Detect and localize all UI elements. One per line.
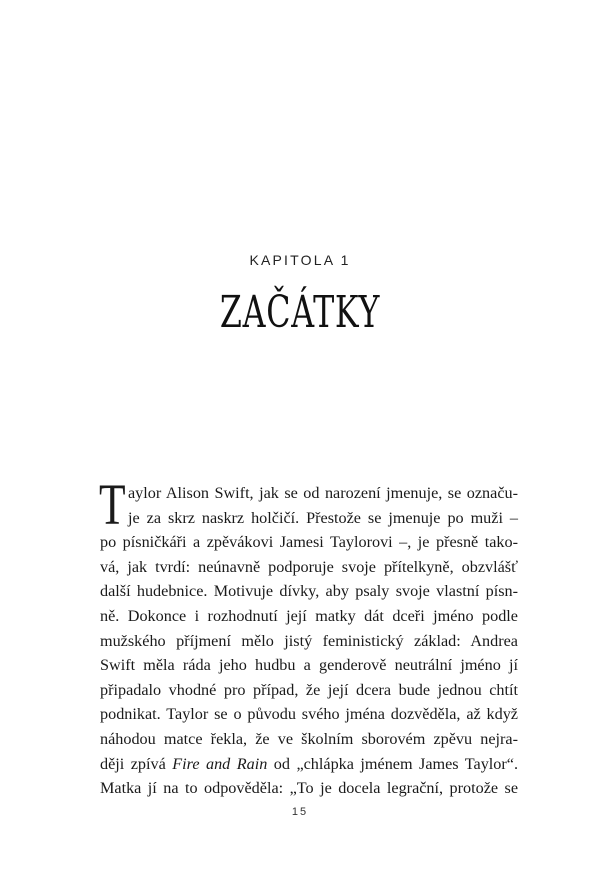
body-line: náhodou matce řekla, že ve školním sborovém zpěvu nejra- [100, 729, 518, 748]
body-line: ně. Dokonce i rozhodnutí její matky dát dceři jméno podle [100, 606, 518, 625]
body-line: mužského příjmení mělo jistý feministický základ: Andrea [100, 631, 518, 650]
body-line-with-title [100, 752, 518, 777]
body-line: je za skrz naskrz holčičí. Přestože se jmenuje po muži – [128, 508, 518, 527]
body-line: Swift měla ráda jeho hudbu a genderově neutrální jméno jí [100, 656, 518, 675]
chapter-title: ZAČÁTKY [219, 287, 381, 338]
body-paragraph [99, 472, 519, 801]
body-line-part: od „chlápka jménem James Taylor“. [267, 754, 519, 773]
body-line: vá, jak tvrdí: neúnavně podporuje svoje přítelkyně, obzvlášť [100, 557, 518, 576]
body-line: připadalo vhodné pro případ, že její dcera bude jednou chtít [100, 680, 518, 699]
song-title: Fire and Rain [172, 754, 268, 773]
body-line: podnikat. Taylor se o původu svého jména dozvěděla, až když [100, 705, 518, 724]
body-line: Matka jí na to odpověděla: „To je docela legrační, protože se [100, 779, 518, 798]
body-line: další hudebnice. Motivuje dívky, aby psaly svoje vlastní písn- [100, 582, 518, 601]
chapter-label: KAPITOLA 1 [249, 252, 351, 268]
body-line: po písničkáři a zpěvákovi Jamesi Taylorovi –, je přesně tako- [100, 533, 518, 552]
body-line-part: ději zpívá [100, 754, 173, 773]
page-number: 15 [291, 806, 309, 818]
drop-cap: T [99, 472, 126, 537]
body-line: aylor Alison Swift, jak se od narození jmenuje, se označu- [128, 484, 518, 502]
